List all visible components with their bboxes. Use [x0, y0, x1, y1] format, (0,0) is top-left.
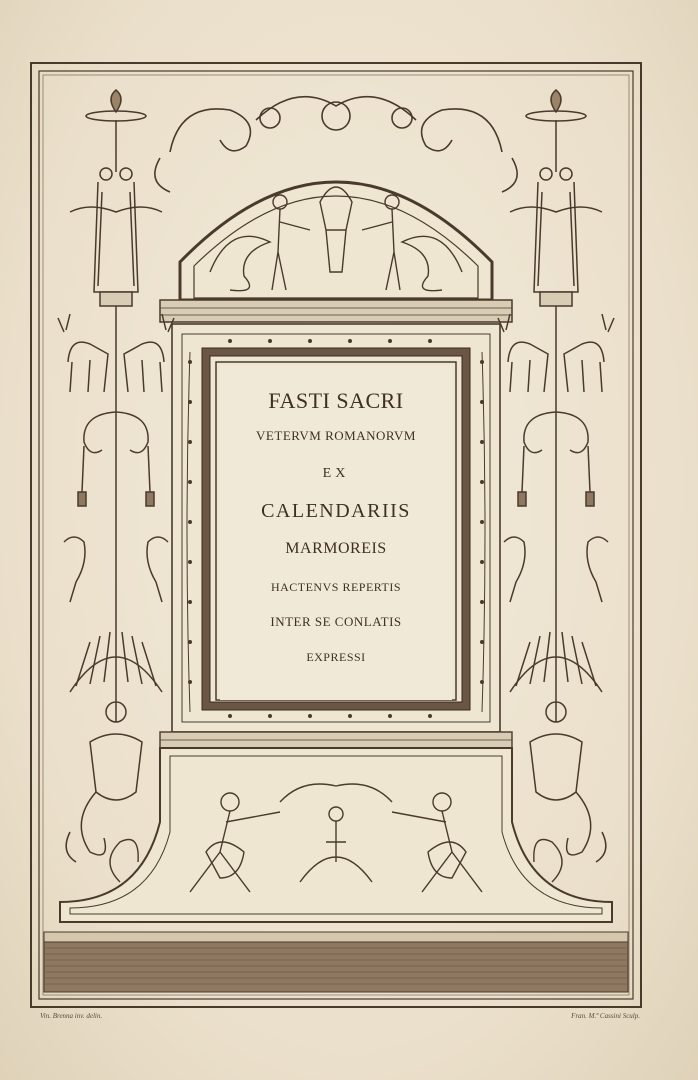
title-panel — [220, 366, 452, 700]
title-line-1: FASTI SACRI — [268, 388, 404, 413]
title-line-5: MARMOREIS — [285, 540, 387, 557]
title-line-4: CALENDARIIS — [261, 500, 411, 522]
title-line-8: EXPRESSI — [306, 650, 366, 664]
engraver-credit: Fran. M.ª Cassini Sculp. — [571, 1012, 640, 1020]
title-line-3: EX — [322, 466, 350, 481]
title-line-7: INTER SE CONLATIS — [270, 614, 402, 629]
designer-credit: Vin. Brenna inv. delin. — [40, 1012, 103, 1020]
title-line-6: HACTENVS REPERTIS — [270, 580, 402, 594]
title-line-2: VETERVM ROMANORVM — [256, 428, 416, 443]
